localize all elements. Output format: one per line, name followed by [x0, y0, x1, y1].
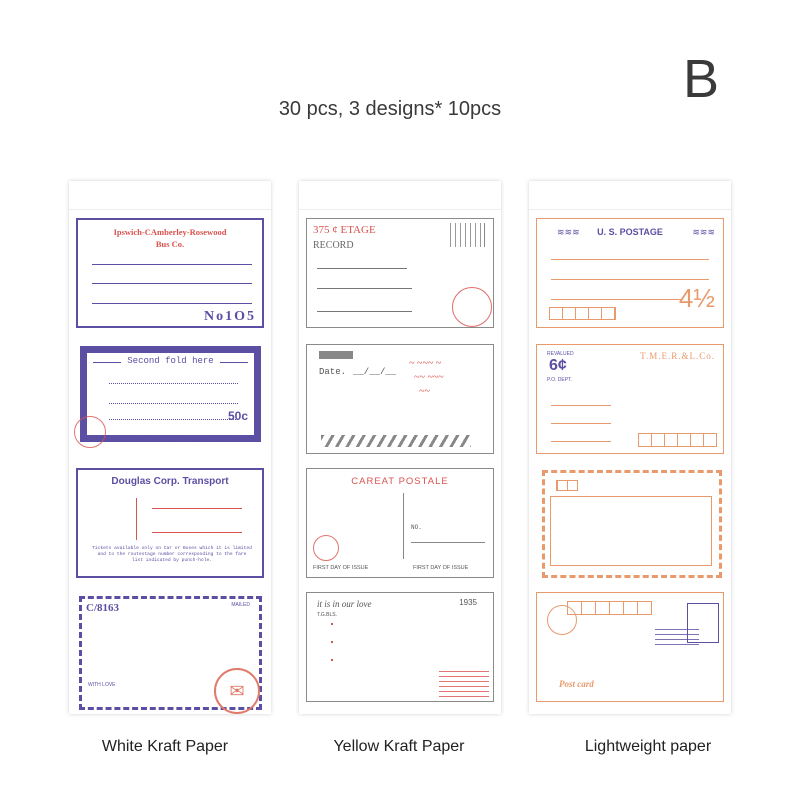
wave-icon: ≋≋≋ [557, 227, 580, 237]
card-title: U. S. POSTAGE [597, 227, 663, 237]
digit-boxes [567, 601, 652, 615]
write-line [92, 303, 252, 304]
footer-left: FIRST DAY OF ISSUE [313, 565, 369, 571]
card-subtitle: RECORD [313, 240, 354, 251]
postage-value: 4½ [678, 283, 715, 313]
card-title: Douglas Corp. Transport [111, 476, 229, 487]
mailed-label: MAILED [231, 602, 250, 608]
revalued-value: 6¢ [549, 357, 567, 374]
year-text: 1935 [459, 598, 477, 607]
fold-label: Second fold here [127, 356, 214, 366]
with-love-label: WITH LOVE [88, 682, 116, 688]
write-line [92, 283, 252, 284]
caption-yellow-kraft: Yellow Kraft Paper [333, 738, 465, 755]
card-title: Ipswich-CAmberley-Rosewood [113, 227, 227, 237]
roll-tab [529, 181, 731, 210]
sub-text: T.G.BLS. [317, 612, 338, 618]
inner-frame [550, 496, 712, 566]
ticket-number: No1O5 [204, 309, 256, 324]
ticket-card [76, 218, 264, 328]
roll-tab [299, 181, 501, 210]
love-card [76, 592, 264, 702]
dept-label: P.O. DEPT. [547, 377, 572, 383]
sticker-roll-yellow-kraft [299, 181, 501, 714]
date-label: Date. [319, 367, 347, 377]
divider [136, 498, 137, 540]
card-subtitle: Bus Co. [155, 239, 185, 249]
digit-boxes [638, 433, 717, 447]
stamp-lines [450, 223, 485, 247]
postcard-card [536, 592, 724, 702]
postmark-icon [452, 287, 492, 327]
write-line [92, 264, 252, 265]
date-card [306, 344, 494, 454]
sticker-roll-lightweight [529, 181, 731, 714]
postmark-icon [547, 605, 577, 635]
variant-label: B [683, 49, 720, 109]
blank-stamp-card [536, 468, 724, 578]
postcard-logo: Post card [559, 679, 594, 689]
card-title: 375 ¢ ETAGE [313, 224, 376, 236]
subtitle: 30 pcs, 3 designs* 10pcs [278, 98, 502, 120]
card-title: T.M.E.R.&L.Co. [640, 351, 715, 361]
stamp-card [76, 344, 264, 454]
postmark-icon [313, 535, 339, 561]
careat-postale-card [306, 468, 494, 578]
perforated-border [80, 346, 261, 442]
wavy-cancel-icon [439, 671, 489, 697]
gray-block [319, 351, 353, 359]
postmark-icon [74, 416, 106, 448]
wave-icon: ≋≋≋ [692, 227, 715, 237]
sticker-roll-white-kraft [69, 181, 271, 714]
wavy-cancel-icon [655, 629, 699, 647]
roll-tab [69, 181, 271, 210]
no-label: NO. [411, 524, 422, 531]
record-card [306, 218, 494, 328]
caption-white-kraft: White Kraft Paper [101, 738, 229, 755]
card-title: CAREAT POSTALE [351, 476, 449, 487]
transport-card [76, 468, 264, 578]
footer-right: FIRST DAY OF ISSUE [413, 565, 469, 571]
caption-lightweight: Lightweight paper [584, 738, 712, 755]
love-note-card [306, 592, 494, 702]
revalued-card [536, 344, 724, 454]
handwriting-icon: ~ ~~~ ~ ~~ ~~~ ~~ [409, 358, 444, 397]
date-blank: __/__/__ [353, 367, 397, 377]
digit-boxes [549, 307, 616, 320]
stamp-value: 50c [227, 409, 248, 423]
us-postage-card [536, 218, 724, 328]
fine-print: Tickets available only on Car or Buses which it is limited and to the routestage number corresponding to the fare list indicated by punch-hole. [92, 546, 252, 563]
script-text: it is in our love [317, 599, 372, 609]
heart-envelope-stamp-icon: ✉ [214, 668, 260, 714]
hatch-bar [321, 435, 471, 447]
stamp-code: C/8163 [86, 602, 119, 614]
revalued-tag: REVALUED [547, 351, 574, 357]
